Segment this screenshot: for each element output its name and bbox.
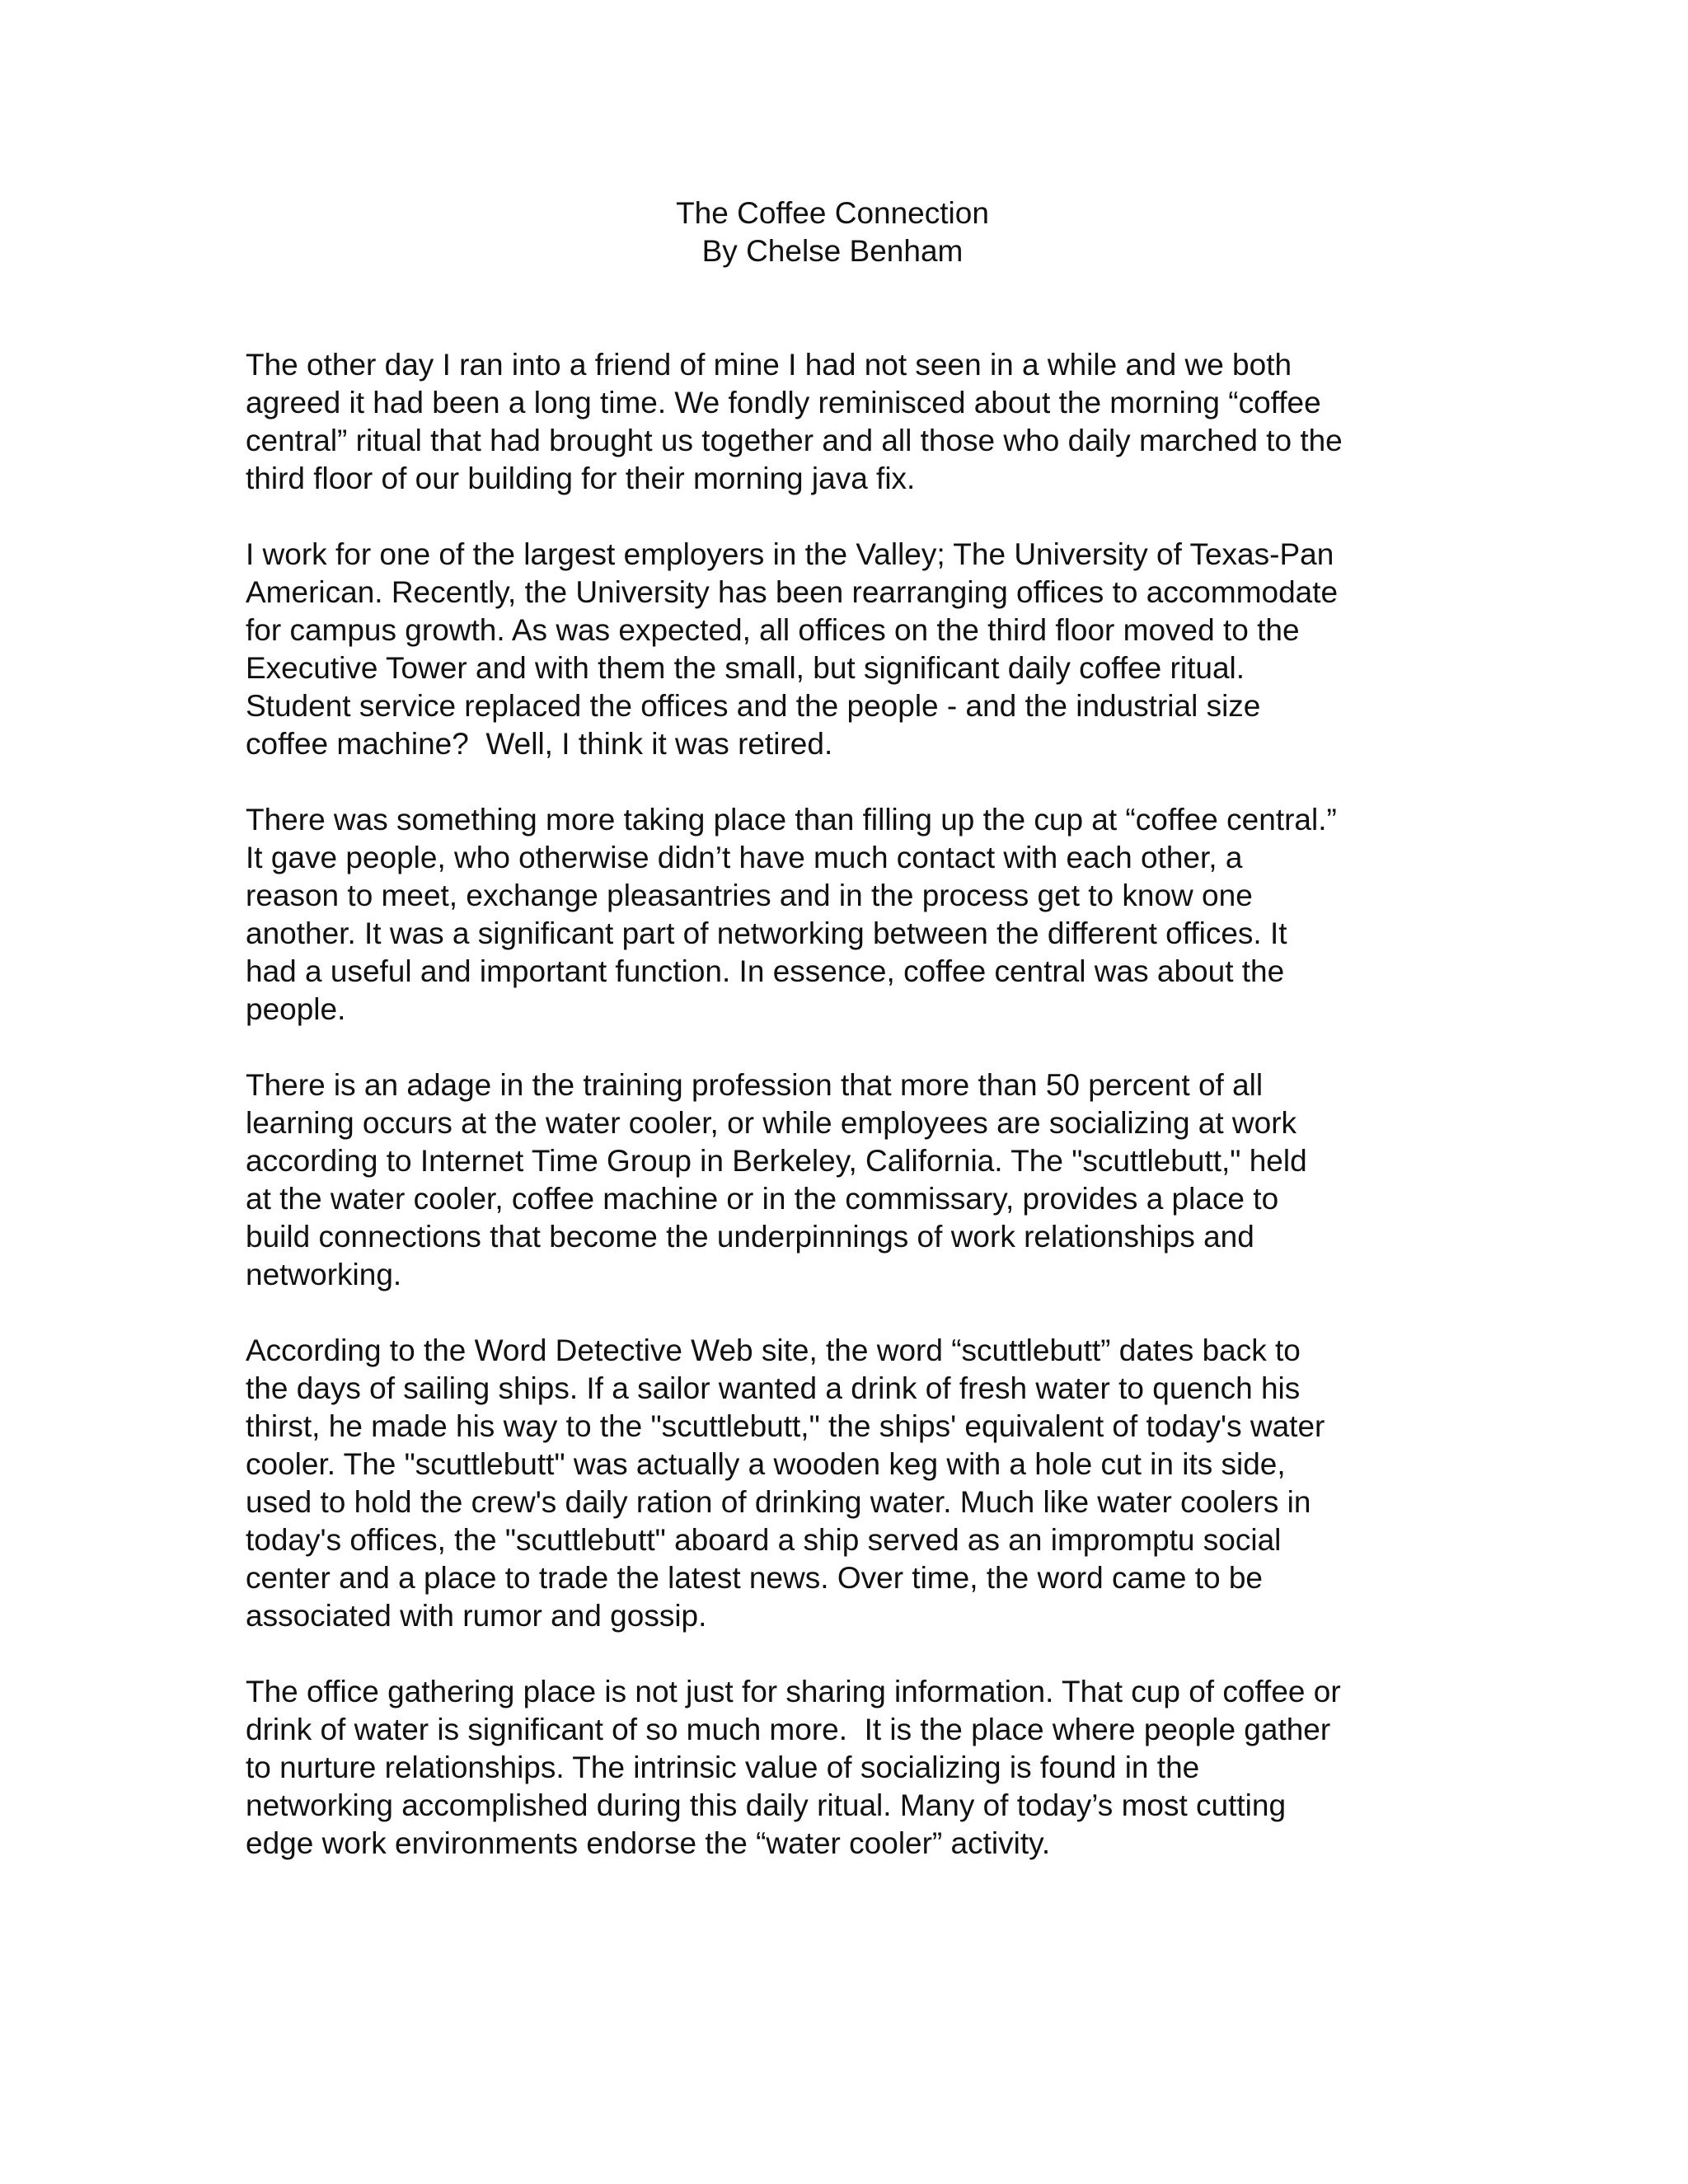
paragraph-line: coffee machine? Well, I think it was retired. xyxy=(246,727,833,761)
paragraph-line: The other day I ran into a friend of mine I had not seen in a while and we both xyxy=(246,348,1292,382)
paragraph-line: third floor of our building for their morning java fix. xyxy=(246,462,916,495)
paragraph-line: another. It was a significant part of networking between the different offices. It xyxy=(246,916,1287,950)
paragraph-line: for campus growth. As was expected, all offices on the third floor moved to the xyxy=(246,613,1300,647)
paragraph-line: according to Internet Time Group in Berkeley, California. The "scuttlebutt," held xyxy=(246,1144,1307,1178)
paragraph-line: had a useful and important function. In essence, coffee central was about the xyxy=(246,954,1285,988)
paragraph-line: The office gathering place is not just for sharing information. That cup of coffee or xyxy=(246,1675,1341,1708)
paragraph-4 xyxy=(246,1066,1449,1294)
paragraph-line: learning occurs at the water cooler, or while employees are socializing at work xyxy=(246,1106,1297,1140)
document-header xyxy=(0,194,1665,270)
article-body xyxy=(246,346,1449,1900)
paragraph-line: agreed it had been a long time. We fondly reminisced about the morning “coffee xyxy=(246,386,1321,419)
paragraph-line: American. Recently, the University has been rearranging offices to accommodate xyxy=(246,575,1339,609)
document-title: The Coffee Connection xyxy=(676,196,989,230)
paragraph-line: It gave people, who otherwise didn’t have much contact with each other, a xyxy=(246,841,1243,874)
paragraph-line: There is an adage in the training profession that more than 50 percent of all xyxy=(246,1068,1264,1102)
paragraph-line: reason to meet, exchange pleasantries and in the process get to know one xyxy=(246,879,1253,912)
paragraph-line: There was something more taking place than filling up the cup at “coffee central.” xyxy=(246,803,1337,837)
paragraph-line: networking. xyxy=(246,1258,402,1291)
paragraph-6 xyxy=(246,1673,1449,1863)
paragraph-line: Executive Tower and with them the small, but significant daily coffee ritual. xyxy=(246,651,1245,685)
paragraph-line: drink of water is significant of so much more. It is the place where people gather xyxy=(246,1713,1331,1746)
paragraph-line: today's offices, the "scuttlebutt" aboard a ship served as an impromptu social xyxy=(246,1523,1282,1557)
paragraph-line: thirst, he made his way to the "scuttlebutt," the ships' equivalent of today's water xyxy=(246,1409,1325,1443)
paragraph-line: associated with rumor and gossip. xyxy=(246,1599,707,1633)
paragraph-2 xyxy=(246,536,1449,763)
paragraph-line: cooler. The "scuttlebutt" was actually a wooden keg with a hole cut in its side, xyxy=(246,1447,1286,1481)
paragraph-line: people. xyxy=(246,992,346,1026)
paragraph-3 xyxy=(246,801,1449,1029)
paragraph-line: According to the Word Detective Web site, the word “scuttlebutt” dates back to xyxy=(246,1333,1301,1367)
paragraph-line: I work for one of the largest employers in the Valley; The University of Texas-Pan xyxy=(246,537,1334,571)
paragraph-line: at the water cooler, coffee machine or in the commissary, provides a place to xyxy=(246,1182,1279,1216)
paragraph-line: networking accomplished during this daily ritual. Many of today’s most cutting xyxy=(246,1788,1287,1822)
paragraph-line: Student service replaced the offices and the people - and the industrial size xyxy=(246,689,1261,723)
paragraph-1 xyxy=(246,346,1449,498)
paragraph-line: to nurture relationships. The intrinsic value of socializing is found in the xyxy=(246,1750,1200,1784)
paragraph-line: build connections that become the underpinnings of work relationships and xyxy=(246,1220,1254,1254)
paragraph-line: central” ritual that had brought us together and all those who daily marched to the xyxy=(246,424,1343,457)
paragraph-line: used to hold the crew's daily ration of drinking water. Much like water coolers in xyxy=(246,1485,1311,1519)
document-byline: By Chelse Benham xyxy=(701,234,964,268)
paragraph-line: center and a place to trade the latest news. Over time, the word came to be xyxy=(246,1561,1263,1595)
paragraph-5 xyxy=(246,1332,1449,1635)
paragraph-line: the days of sailing ships. If a sailor wanted a drink of fresh water to quench his xyxy=(246,1371,1301,1405)
paragraph-line: edge work environments endorse the “water cooler” activity. xyxy=(246,1826,1051,1860)
